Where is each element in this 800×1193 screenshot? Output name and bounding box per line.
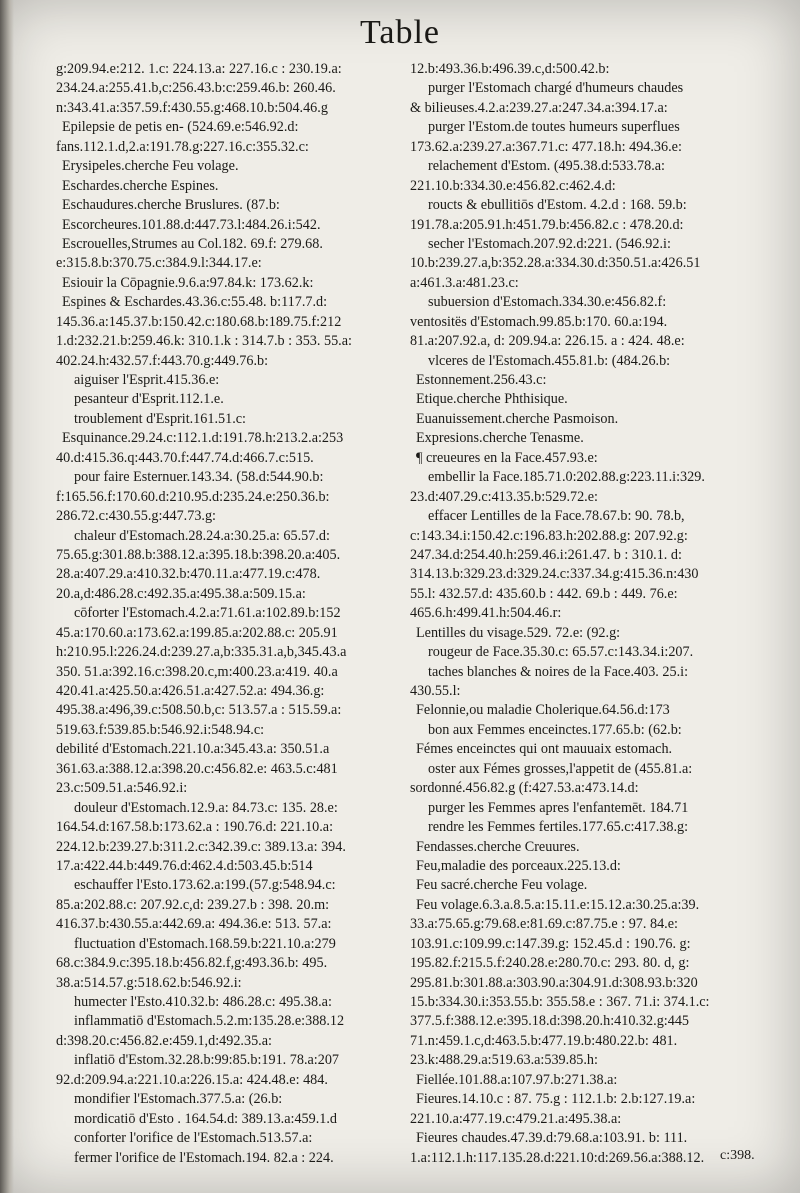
index-line: troublement d'Esprit.161.51.c: xyxy=(74,410,246,427)
index-line: Epilepsie de petis en- (524.69.e:546.92.d: xyxy=(62,119,299,136)
index-line: humecter l'Esto.410.32.b: 486.28.c: 495.38.a: xyxy=(74,994,332,1010)
index-line: n:343.41.a:357.59.f:430.55.g:468.10.b:504.46.g xyxy=(56,99,328,116)
index-line: aiguiser l'Esprit.415.36.e: xyxy=(74,372,220,388)
index-line: purger l'Estomach chargé d'humeurs chaudes xyxy=(428,80,684,97)
index-line: embellir la Face.185.71.0:202.88.g:223.11.i:329. xyxy=(428,469,705,486)
index-line: 221.10.b:334.30.e:456.82.c:462.4.d: xyxy=(410,177,616,194)
index-line: 68.c:384.9.c:395.18.b:456.82.f,g:493.36.b: 495. xyxy=(56,955,328,972)
index-line: sordonné.456.82.g (f:427.53.a:473.14.d: xyxy=(410,780,639,797)
index-line: 92.d:209.94.a:221.10.a:226.15.a: 424.48.e: 484. xyxy=(56,1071,328,1088)
index-line: pesanteur d'Esprit.112.1.e. xyxy=(74,391,224,408)
index-line: Expresions.cherche Tenasme. xyxy=(416,430,584,447)
index-line: 17.a:422.44.b:449.76.d:462.4.d:503.45.b:514 xyxy=(56,857,313,874)
index-line: 286.72.c:430.55.g:447.73.g: xyxy=(56,508,216,525)
index-line: 234.24.a:255.41.b,c:256.43.b:c:259.46.b: 260.46. xyxy=(56,80,336,97)
index-line: debilité d'Estomach.221.10.a:345.43.a: 350.51.a xyxy=(56,741,330,758)
index-line: secher l'Estomach.207.92.d:221. (546.92.i: xyxy=(428,235,671,252)
index-line: chaleur d'Estomach.28.24.a:30.25.a: 65.57.d: xyxy=(74,527,330,544)
index-line: 402.24.h:432.57.f:443.70.g:449.76.b: xyxy=(56,352,269,369)
index-line: e:315.8.b:370.75.c:384.9.l:344.17.e: xyxy=(56,255,262,272)
index-line: Feu volage.6.3.a.8.5.a:15.11.e:15.12.a:30.25.a:39. xyxy=(416,896,700,913)
index-line: 430.55.l: xyxy=(410,683,461,699)
index-line: fermer l'orifice de l'Estomach.194. 82.a : 224. xyxy=(74,1149,334,1166)
index-line: 20.a,d:486.28.c:492.35.a:495.38.a:509.15.a: xyxy=(56,585,306,602)
index-line: 103.91.c:109.99.c:147.39.g: 152.45.d : 190.76. g: xyxy=(410,935,691,952)
left-column xyxy=(56,60,402,1168)
index-line: ventositës d'Estomach.99.85.b:170. 60.a:194. xyxy=(410,313,668,330)
index-line: 247.34.d:254.40.h:259.46.i:261.47. b : 310.1. d: xyxy=(410,546,682,563)
index-line: mordicatiō d'Esto . 164.54.d: 389.13.a:459.1.d xyxy=(74,1110,338,1127)
index-line: 40.d:415.36.q:443.70.f:447.74.d:466.7.c:515. xyxy=(56,449,314,466)
index-line: 15.b:334.30.i:353.55.b: 355.58.e : 367. 71.i: 374.1.c: xyxy=(410,994,710,1010)
index-line: 75.65.g:301.88.b:388.12.a:395.18.b:398.20.a:405. xyxy=(56,546,341,563)
index-line: Feu,maladie des porceaux.225.13.d: xyxy=(416,857,621,874)
index-line: 23.k:488.29.a:519.63.a:539.85.h: xyxy=(410,1052,598,1069)
index-line: Esquinance.29.24.c:112.1.d:191.78.h:213.2.a:253 xyxy=(62,430,344,447)
index-line: douleur d'Estomach.12.9.a: 84.73.c: 135. 28.e: xyxy=(74,799,338,816)
index-line: 420.41.a:425.50.a:426.51.a:427.52.a: 494.36.g: xyxy=(56,683,325,699)
index-line: purger les Femmes apres l'enfantemēt. 184.71 xyxy=(428,799,689,816)
index-line: c:143.34.i:150.42.c:196.83.h:202.88.g: 207.92.g: xyxy=(410,527,688,544)
index-line: Felonnie,ou maladie Cholerique.64.56.d:173 xyxy=(416,702,670,719)
index-line: Estonnement.256.43.c: xyxy=(416,372,547,388)
index-line: d:398.20.c:456.82.e:459.1,d:492.35.a: xyxy=(56,1032,272,1049)
index-line: g:209.94.e:212. 1.c: 224.13.a: 227.16.c : 230.19.a: xyxy=(56,61,342,77)
page-end-reference: c:398. xyxy=(720,1148,755,1163)
index-line: 23.d:407.29.c:413.35.b:529.72.e: xyxy=(410,488,598,505)
index-line: inflatiō d'Estom.32.28.b:99:85.b:191. 78.a:207 xyxy=(74,1052,340,1069)
index-line: 81.a:207.92.a, d: 209.94.a: 226.15. a : 424. 48.e: xyxy=(410,333,685,350)
index-line: mondifier l'Estomach.377.5.a: (26.b: xyxy=(74,1091,283,1108)
index-line: 23.c:509.51.a:546.92.i: xyxy=(56,780,188,797)
page-binding-edge xyxy=(0,0,14,1193)
index-line: oster aux Fémes grosses,l'appetit de (455.81.a: xyxy=(428,760,693,777)
index-line: 221.10.a:477.19.c:479.21.a:495.38.a: xyxy=(410,1110,622,1127)
index-line: 350. 51.a:392.16.c:398.20.c,m:400.23.a:419. 40.a xyxy=(56,663,338,680)
index-line: pour faire Esternuer.143.34. (58.d:544.90.b: xyxy=(74,469,324,486)
index-line: cōforter l'Estomach.4.2.a:71.61.a:102.89.b:152 xyxy=(74,605,341,622)
index-line: Eschardes.cherche Espines. xyxy=(62,177,219,194)
index-line: 191.78.a:205.91.h:451.79.b:456.82.c : 478.20.d: xyxy=(410,216,684,233)
index-line: ¶ creueures en la Face.457.93.e: xyxy=(416,449,598,466)
index-line: Escrouelles,Strumes au Col.182. 69.f: 279.68. xyxy=(62,235,323,252)
index-line: Espines & Eschardes.43.36.c:55.48. b:117.7.d: xyxy=(62,294,328,311)
index-line: fans.112.1.d,2.a:191.78.g:227.16.c:355.32.c: xyxy=(56,138,309,155)
index-line: Fendasses.cherche Creuures. xyxy=(416,838,580,855)
index-line: effacer Lentilles de la Face.78.67.b: 90. 78.b, xyxy=(428,508,685,525)
index-line: Lentilles du visage.529. 72.e: (92.g: xyxy=(416,624,621,641)
index-line: 145.36.a:145.37.b:150.42.c:180.68.b:189.75.f:212 xyxy=(56,313,342,330)
index-line: 38.a:514.57.g:518.62.b:546.92.i: xyxy=(56,974,242,991)
index-line: purger l'Estom.de toutes humeurs superflues xyxy=(428,119,680,136)
index-line: Fieures chaudes.47.39.d:79.68.a:103.91. b: 111. xyxy=(416,1130,688,1147)
index-line: 314.13.b:329.23.d:329.24.c:337.34.g:415.36.n:430 xyxy=(410,566,699,583)
index-line: vlceres de l'Estomach.455.81.b: (484.26.b: xyxy=(428,352,671,369)
index-line: 164.54.d:167.58.b:173.62.a : 190.76.d: 221.10.a: xyxy=(56,819,334,836)
index-line: Fieures.14.10.c : 87. 75.g : 112.1.b: 2.b:127.19.a: xyxy=(416,1091,696,1108)
index-line: conforter l'orifice de l'Estomach.513.57.a: xyxy=(74,1130,313,1147)
index-line: 195.82.f:215.5.f:240.28.e:280.70.c: 293. 80. d, g: xyxy=(410,955,690,972)
index-line: roucts & ebullitiōs d'Estom. 4.2.d : 168. 59.b: xyxy=(428,197,687,214)
index-line: Eschaudures.cherche Bruslures. (87.b: xyxy=(62,197,280,214)
index-line: taches blanches & noires de la Face.403. 25.i: xyxy=(428,663,689,680)
index-line: Feu sacré.cherche Feu volage. xyxy=(416,877,588,894)
index-line: 416.37.b:430.55.a:442.69.a: 494.36.e: 513. 57.a: xyxy=(56,916,332,933)
index-line: fluctuation d'Estomach.168.59.b:221.10.a:279 xyxy=(74,935,336,952)
index-line: Etique.cherche Phthisique. xyxy=(416,391,568,408)
index-line: 377.5.f:388.12.e:395.18.d:398.20.h:410.32.g:445 xyxy=(410,1013,690,1030)
page-title: Table xyxy=(359,14,441,51)
index-line: 12.b:493.36.b:496.39.c,d:500.42.b: xyxy=(410,61,610,77)
index-line: Fiellée.101.88.a:107.97.b:271.38.a: xyxy=(416,1071,618,1088)
index-line: 33.a:75.65.g:79.68.e:81.69.c:87.75.e : 97. 84.e: xyxy=(410,916,678,933)
index-line: 55.l: 432.57.d: 435.60.b : 442. 69.b : 449. 76.e: xyxy=(410,585,678,602)
index-line: 10.b:239.27.a,b:352.28.a:334.30.d:350.51.a:426.51 xyxy=(410,255,701,272)
index-line: Escorcheures.101.88.d:447.73.l:484.26.i:542. xyxy=(62,216,321,233)
right-column xyxy=(410,60,780,1168)
index-line: eschauffer l'Esto.173.62.a:199.(57.g:548.94.c: xyxy=(74,877,336,894)
index-line: 45.a:170.60.a:173.62.a:199.85.a:202.88.c: 205.91 xyxy=(56,624,338,641)
index-line: relachement d'Estom. (495.38.d:533.78.a: xyxy=(428,158,665,175)
index-line: 465.6.h:499.41.h:504.46.r: xyxy=(410,605,562,622)
index-line: 224.12.b:239.27.b:311.2.c:342.39.c: 389.13.a: 394. xyxy=(56,838,346,855)
index-line: 519.63.f:539.85.b:546.92.i:548.94.c: xyxy=(56,721,265,738)
index-line: 28.a:407.29.a:410.32.b:470.11.a:477.19.c:478. xyxy=(56,566,321,583)
index-line: 1.d:232.21.b:259.46.k: 310.1.k : 314.7.b : 353. 55.a: xyxy=(56,333,352,350)
index-line: a:461.3.a:481.23.c: xyxy=(410,274,519,291)
index-line: inflammatiō d'Estomach.5.2.m:135.28.e:388.12 xyxy=(74,1013,345,1030)
index-line: 1.a:112.1.h:117.135.28.d:221.10:d:269.56.a:388.12. xyxy=(410,1149,705,1166)
index-line: 295.81.b:301.88.a:303.90.a:304.91.d:308.93.b:320 xyxy=(410,974,698,991)
index-line: Esiouir la Cōpagnie.9.6.a:97.84.k: 173.62.k: xyxy=(62,274,314,291)
index-line: 361.63.a:388.12.a:398.20.c:456.82.e: 463.5.c:481 xyxy=(56,760,338,777)
index-line: 173.62.a:239.27.a:367.71.c: 477.18.h: 494.36.e: xyxy=(410,138,682,155)
index-line: rendre les Femmes fertiles.177.65.c:417.38.g: xyxy=(428,819,689,836)
index-line: rougeur de Face.35.30.c: 65.57.c:143.34.i:207. xyxy=(428,644,694,661)
index-line: h:210.95.l:226.24.d:239.27.a,b:335.31.a,b,345.43.a xyxy=(56,644,347,661)
index-line: Fémes enceinctes qui ont mauuaix estomach. xyxy=(416,741,673,758)
index-line: Euanuissement.cherche Pasmoison. xyxy=(416,410,619,427)
index-line: & bilieuses.4.2.a:239.27.a:247.34.a:394.17.a: xyxy=(410,99,668,116)
index-line: bon aux Femmes enceinctes.177.65.b: (62.b: xyxy=(428,721,682,738)
index-line: subuersion d'Estomach.334.30.e:456.82.f: xyxy=(428,294,667,311)
index-line: f:165.56.f:170.60.d:210.95.d:235.24.e:250.36.b: xyxy=(56,488,330,505)
index-line: Erysipeles.cherche Feu volage. xyxy=(62,158,239,175)
index-line: 71.n:459.1.c,d:463.5.b:477.19.b:480.22.b: 481. xyxy=(410,1032,678,1049)
index-line: 85.a:202.88.c: 207.92.c,d: 239.27.b : 398. 20.m: xyxy=(56,896,330,913)
index-line: 495.38.a:496,39.c:508.50.b,c: 513.57.a : 515.59.a: xyxy=(56,702,342,719)
